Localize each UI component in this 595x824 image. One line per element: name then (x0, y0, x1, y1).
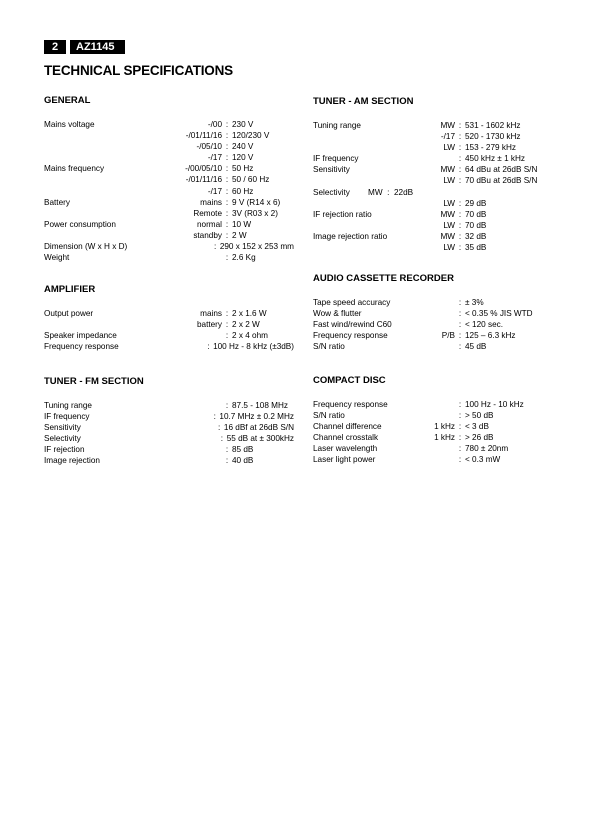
spec-value: 60 Hz (232, 186, 254, 196)
spec-label: Frequency response (313, 331, 388, 341)
spec-colon: : (225, 230, 229, 240)
spec-value: 2 x 1.6 W (232, 309, 267, 318)
spec-value: 40 dB (232, 456, 254, 466)
spec-row (44, 186, 294, 197)
section-heading: TUNER - AM SECTION (313, 96, 414, 107)
spec-row (313, 330, 563, 341)
spec-row (44, 119, 294, 130)
spec-qualifier (423, 399, 455, 410)
spec-colon: : (458, 455, 462, 465)
spec-row (44, 197, 294, 208)
spec-row (44, 455, 294, 466)
spec-row (44, 241, 294, 252)
spec-colon: : (458, 121, 462, 130)
spec-row (44, 208, 294, 219)
spec-value: 2.6 Kg (232, 253, 256, 263)
spec-qualifier (134, 341, 204, 352)
spec-row (313, 231, 563, 242)
spec-row (313, 220, 563, 231)
spec-colon: : (217, 423, 221, 433)
spec-value: 10.7 MHz ± 0.2 MHz (219, 412, 294, 422)
spec-qualifier (423, 443, 455, 454)
document-title: TECHNICAL SPECIFICATIONS (44, 63, 233, 78)
spec-label: Mains voltage (44, 120, 95, 129)
spec-value: ± 3% (465, 298, 484, 307)
spec-label: IF frequency (313, 154, 359, 164)
spec-colon: : (225, 320, 229, 330)
spec-qualifier (423, 454, 455, 465)
section-heading: GENERAL (44, 95, 91, 106)
spec-label (313, 175, 423, 186)
spec-value: 230 V (232, 120, 254, 129)
spec-label (313, 198, 423, 209)
spec-qualifier: standby (193, 230, 222, 240)
spec-value: 780 ± 20nm (465, 444, 509, 454)
spec-colon: : (458, 444, 462, 454)
spec-value: 3V (R03 x 2) (232, 208, 278, 218)
spec-label: Wow & flutter (313, 309, 362, 319)
spec-qualifier (423, 410, 455, 421)
spec-value: 87.5 - 108 MHz (232, 401, 288, 410)
spec-colon: : (220, 434, 223, 444)
spec-row (44, 330, 294, 341)
spec-label: Frequency response (313, 400, 388, 409)
spec-qualifier: -/00 (207, 120, 222, 129)
spec-row (313, 399, 563, 410)
spec-colon: : (207, 342, 210, 352)
spec-value: 520 - 1730 kHz (465, 132, 521, 142)
spec-value: 10 W (232, 219, 252, 229)
spec-label (44, 319, 144, 330)
spec-colon: : (458, 220, 462, 230)
spec-value: 153 - 279 kHz (465, 143, 516, 153)
spec-qualifier: mains (200, 197, 222, 207)
spec-label: Battery (44, 197, 70, 207)
spec-value: 50 Hz (232, 164, 254, 174)
spec-row (44, 152, 294, 163)
spec-label (44, 141, 144, 152)
spec-label (44, 174, 144, 185)
section-amplifier (44, 284, 294, 352)
spec-qualifier (144, 444, 222, 455)
spec-row (313, 187, 563, 198)
spec-qualifier (423, 341, 455, 352)
spec-qualifier (144, 252, 222, 263)
spec-label: Tuning range (44, 401, 92, 410)
spec-label (44, 186, 144, 197)
spec-rows (44, 400, 294, 467)
section-heading: AUDIO CASSETTE RECORDER (313, 273, 454, 284)
spec-row (44, 400, 294, 411)
spec-colon: : (225, 309, 229, 318)
spec-label (44, 230, 144, 241)
spec-colon: : (225, 153, 229, 163)
spec-row (44, 433, 294, 444)
spec-label (313, 242, 423, 253)
spec-row (44, 422, 294, 433)
page-number: 2 (44, 40, 66, 54)
spec-qualifier: LW (443, 176, 455, 186)
spec-label (44, 208, 144, 219)
spec-qualifier: LW (443, 243, 455, 253)
spec-colon: : (225, 131, 229, 141)
spec-qualifier: 1 kHz (434, 422, 455, 432)
spec-row (313, 242, 563, 253)
spec-row (44, 219, 294, 230)
model-number: AZ1145 (70, 40, 125, 54)
spec-qualifier (144, 455, 222, 466)
spec-colon: : (458, 143, 462, 153)
spec-qualifier (423, 153, 455, 164)
spec-qualifier: -/01/11/16 (185, 131, 222, 141)
spec-qualifier: LW (443, 143, 455, 153)
spec-row (313, 297, 563, 308)
section-tuner-fm (44, 376, 294, 467)
spec-value: 55 dB at ± 300kHz (226, 434, 294, 444)
spec-label: Power consumption (44, 219, 116, 229)
spec-colon: : (225, 331, 229, 341)
spec-colon: : (458, 198, 462, 208)
spec-label: Image rejection (44, 456, 100, 466)
section-heading: COMPACT DISC (313, 375, 386, 386)
spec-row (313, 410, 563, 421)
spec-value: < 0.35 % JIS WTD (465, 309, 533, 319)
spec-value: 531 - 1602 kHz (465, 121, 521, 130)
spec-value: 70 dBu at 26dB S/N (465, 176, 538, 186)
spec-qualifier: Remote (193, 208, 222, 218)
spec-label: Laser wavelength (313, 444, 378, 454)
spec-qualifier: -/17 (207, 186, 222, 196)
spec-colon: : (225, 445, 229, 455)
spec-value: 120/230 V (232, 131, 270, 141)
spec-label: Selectivity MW : 22dB (313, 187, 414, 197)
spec-label (44, 152, 144, 163)
spec-value: 2 x 2 W (232, 320, 260, 330)
spec-rows (44, 119, 294, 263)
spec-value: 70 dB (465, 209, 487, 219)
spec-qualifier (423, 308, 455, 319)
spec-colon: : (225, 164, 229, 174)
spec-colon: : (458, 309, 462, 319)
spec-colon: : (225, 208, 229, 218)
spec-label: Speaker impedance (44, 331, 117, 341)
spec-colon: : (458, 433, 462, 443)
spec-row (313, 421, 563, 432)
spec-label: Frequency response (44, 342, 119, 352)
spec-row (44, 130, 294, 141)
spec-value: 70 dB (465, 220, 487, 230)
spec-rows (313, 399, 563, 466)
spec-colon: : (225, 253, 229, 263)
spec-label: Channel difference (313, 422, 382, 432)
spec-label: Channel crosstalk (313, 433, 379, 443)
spec-colon: : (225, 197, 229, 207)
spec-value: > 50 dB (465, 411, 494, 421)
spec-label: Selectivity (44, 434, 81, 444)
spec-label (313, 220, 423, 231)
spec-label: Mains frequency (44, 164, 105, 174)
spec-label: Laser light power (313, 455, 376, 465)
spec-colon: : (458, 231, 462, 241)
section-tuner-am (313, 96, 563, 253)
spec-row (44, 141, 294, 152)
spec-rows (313, 120, 563, 253)
spec-colon: : (458, 165, 462, 175)
spec-colon: : (458, 400, 462, 409)
spec-value: 100 Hz - 8 kHz (±3dB) (213, 342, 294, 352)
spec-colon: : (458, 154, 462, 164)
spec-label: Weight (44, 253, 70, 263)
spec-qualifier: MW (440, 231, 455, 241)
spec-rows (44, 308, 294, 352)
spec-colon: : (225, 142, 229, 152)
spec-qualifier (138, 241, 211, 252)
spec-qualifier: -/05/10 (196, 142, 222, 152)
spec-colon: : (458, 132, 462, 142)
spec-row (313, 153, 563, 164)
spec-qualifier (144, 400, 222, 411)
spec-value: < 0.3 mW (465, 455, 501, 465)
spec-row (313, 308, 563, 319)
spec-colon: : (225, 219, 229, 229)
spec-qualifier: 1 kHz (434, 433, 455, 443)
spec-value: 2 W (232, 230, 247, 240)
spec-row (44, 230, 294, 241)
spec-label: S/N ratio (313, 411, 345, 421)
spec-value: 290 x 152 x 253 mm (219, 242, 294, 252)
spec-qualifier: MW (440, 121, 455, 130)
spec-value: 32 dB (465, 231, 487, 241)
spec-row (313, 142, 563, 153)
spec-row (313, 319, 563, 330)
spec-qualifier (140, 422, 215, 433)
spec-qualifier: -/17 (440, 132, 455, 142)
spec-row (313, 175, 563, 186)
spec-row (313, 443, 563, 454)
spec-qualifier (144, 330, 222, 341)
spec-label: S/N ratio (313, 342, 345, 352)
spec-value: 85 dB (232, 445, 254, 455)
spec-qualifier: -/17 (207, 153, 222, 163)
spec-label (313, 131, 423, 142)
spec-value: < 3 dB (465, 422, 489, 432)
spec-row (313, 131, 563, 142)
spec-colon: : (213, 242, 217, 252)
spec-row (313, 164, 563, 175)
spec-row (44, 308, 294, 319)
spec-colon: : (225, 175, 229, 185)
spec-value: 120 V (232, 153, 254, 163)
spec-colon: : (458, 176, 462, 186)
spec-qualifier (141, 433, 217, 444)
spec-colon: : (458, 342, 462, 352)
spec-row (44, 319, 294, 330)
spec-value: 2 x 4 ohm (232, 331, 268, 341)
spec-label: Sensitivity (44, 423, 81, 433)
spec-qualifier: -/01/11/16 (185, 175, 222, 185)
spec-colon: : (458, 298, 462, 307)
spec-colon: : (213, 412, 216, 422)
spec-label: Image rejection ratio (313, 231, 388, 241)
spec-value: 9 V (R14 x 6) (232, 197, 281, 207)
spec-colon: : (225, 186, 229, 196)
spec-qualifier: battery (196, 320, 222, 330)
section-heading: AMPLIFIER (44, 284, 96, 295)
spec-label: IF rejection ratio (313, 209, 372, 219)
spec-value: 450 kHz ± 1 kHz (465, 154, 526, 164)
spec-colon: : (458, 243, 462, 253)
spec-label: Output power (44, 309, 94, 318)
spec-row (313, 454, 563, 465)
spec-label (44, 130, 144, 141)
spec-value: 50 / 60 Hz (232, 175, 270, 185)
spec-qualifier (137, 411, 210, 422)
spec-label: Fast wind/rewind C60 (313, 320, 392, 330)
section-heading: TUNER - FM SECTION (44, 376, 144, 387)
spec-row (313, 341, 563, 352)
spec-qualifier: -/00/05/10 (185, 164, 222, 174)
spec-value: 45 dB (465, 342, 487, 352)
spec-qualifier: LW (443, 198, 455, 208)
spec-label: IF frequency (44, 412, 90, 422)
spec-value: < 120 sec. (465, 320, 504, 330)
spec-colon: : (225, 401, 229, 410)
spec-qualifier: MW (440, 165, 455, 175)
spec-row (44, 252, 294, 263)
spec-qualifier: LW (443, 220, 455, 230)
spec-rows (313, 297, 563, 352)
spec-label: Sensitivity (313, 165, 350, 175)
spec-colon: : (225, 120, 229, 129)
spec-qualifier: mains (200, 309, 222, 318)
spec-value: > 26 dB (465, 433, 494, 443)
spec-qualifier (423, 319, 455, 330)
spec-value: 16 dBf at 26dB S/N (223, 423, 294, 433)
spec-row (313, 120, 563, 131)
spec-qualifier: P/B (441, 331, 455, 341)
spec-colon: : (458, 411, 462, 421)
spec-label (313, 142, 423, 153)
spec-row (44, 444, 294, 455)
spec-colon: : (458, 422, 462, 432)
spec-qualifier (423, 297, 455, 308)
spec-label: Tuning range (313, 121, 361, 130)
spec-qualifier: MW (440, 209, 455, 219)
section-compact-disc (313, 375, 563, 466)
spec-colon: : (458, 209, 462, 219)
spec-value: 100 Hz - 10 kHz (465, 400, 524, 409)
spec-colon: : (225, 456, 229, 466)
spec-value: 125 – 6.3 kHz (465, 331, 516, 341)
spec-label: Dimension (W x H x D) (44, 242, 128, 252)
spec-colon: : (458, 320, 462, 330)
spec-row (313, 432, 563, 443)
spec-value: 29 dB (465, 198, 487, 208)
spec-row (44, 174, 294, 185)
spec-qualifier: normal (196, 219, 222, 229)
page-header (44, 40, 125, 54)
spec-colon: : (458, 331, 462, 341)
spec-value: 35 dB (465, 243, 487, 253)
spec-label: Tape speed accuracy (313, 298, 391, 307)
spec-row (44, 411, 294, 422)
section-cassette (313, 273, 563, 352)
spec-row (44, 163, 294, 174)
spec-row (44, 341, 294, 352)
spec-row (313, 198, 563, 209)
spec-label: IF rejection (44, 445, 85, 455)
spec-value: 64 dBu at 26dB S/N (465, 165, 538, 175)
section-general (44, 95, 294, 263)
spec-value: 240 V (232, 142, 254, 152)
spec-row (313, 209, 563, 220)
